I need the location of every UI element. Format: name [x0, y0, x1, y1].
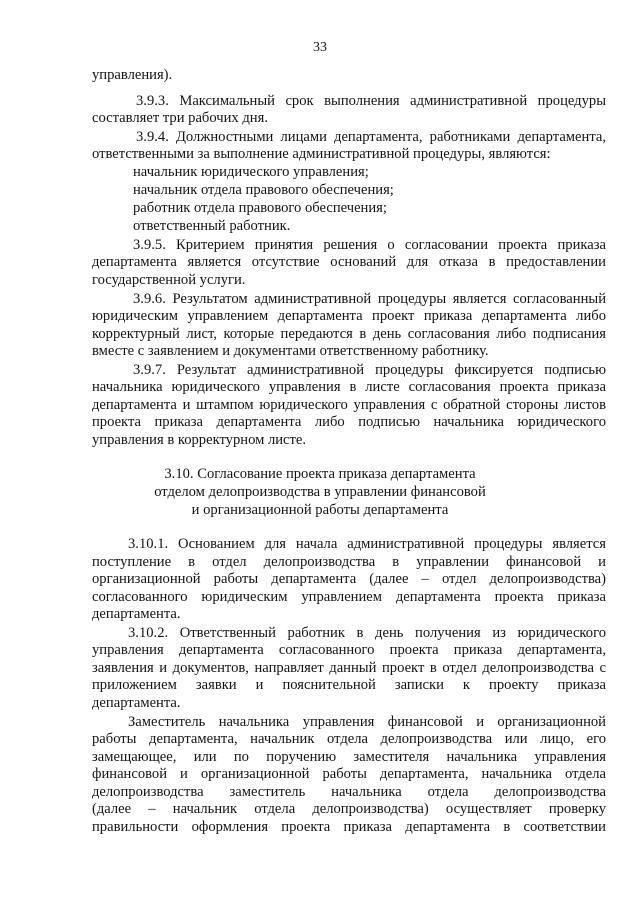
- list-item: начальник юридического управления;: [133, 164, 369, 180]
- section-heading-line: и организационной работы департамента: [191, 502, 449, 518]
- text-line: ответственными за выполнение административной процедуры, являются:: [92, 146, 551, 162]
- text-line: 3.9.4. Должностными лицами департамента, работниками департамента,: [136, 129, 606, 145]
- text-line: вместе с заявлением и документами ответственному работнику.: [92, 343, 489, 359]
- text-line: государственной услуги.: [92, 272, 246, 288]
- text-line: 3.9.6. Результатом административной процедуры является согласованный: [133, 291, 606, 307]
- text-line: 3.10.2. Ответственный работник в день получения из юридического: [128, 625, 606, 641]
- text-line: заявления и документов, направляет данный проект в отдел делопроизводства с: [92, 660, 606, 676]
- list-item: работник отдела правового обеспечения;: [133, 200, 387, 216]
- text-line: 3.9.5. Критерием принятия решения о согласовании проекта приказа: [133, 237, 606, 253]
- text-line: поступление в отдел делопроизводства в управлении финансовой и: [92, 554, 606, 570]
- list-item: начальник отдела правового обеспечения;: [133, 182, 394, 198]
- text-line: корректурный лист, которые передаются в день согласования либо подписания: [92, 326, 606, 342]
- text-line: юридическим управлением департамента проект приказа департамента либо: [92, 308, 606, 324]
- text-line: замещающее, или по поручению заместителя начальника управления: [92, 749, 606, 765]
- text-line: департамента и штампом юридического управления с обратной стороны листов: [92, 397, 606, 413]
- section-heading-line: отделом делопроизводства в управлении финансовой: [154, 484, 486, 500]
- page-number: 33: [313, 40, 327, 55]
- text-line: департамента.: [92, 606, 181, 622]
- text-line: делопроизводства заместитель начальника отдела делопроизводства: [92, 784, 606, 800]
- text-line: согласованного юридическим управлением департамента проекта приказа: [92, 589, 606, 605]
- text-line: департамента является отсутствие оснований для отказа в предоставлении: [92, 254, 606, 270]
- text-line: составляет три рабочих дня.: [92, 110, 268, 126]
- text-line: управления департамента согласованного проекта приказа департамента,: [92, 642, 606, 658]
- text-line: финансовой и организационной работы департамента, начальника отдела: [92, 766, 606, 782]
- text-line: проекта приказа департамента либо подписью начальника юридического: [92, 414, 606, 430]
- text-line: организационной работы департамента (далее – отдел делопроизводства): [92, 571, 606, 587]
- text-line: 3.9.3. Максимальный срок выполнения административной процедуры: [136, 93, 606, 109]
- text-line: работы департамента, начальник отдела делопроизводства или лицо, его: [92, 731, 606, 747]
- text-line: 3.9.7. Результат административной процедуры фиксируется подписью: [133, 362, 606, 378]
- text-line: 3.10.1. Основанием для начала административной процедуры является: [128, 536, 606, 552]
- text-line: приложением заявки и пояснительной записки к проекту приказа: [92, 677, 606, 693]
- text-line: департамента.: [92, 695, 181, 711]
- text-line: управления).: [92, 67, 173, 83]
- text-line: (далее – начальник отдела делопроизводства) осуществляет проверку: [92, 801, 606, 817]
- text-line: управления в корректурном листе.: [92, 432, 307, 448]
- text-line: правильности оформления проекта приказа департамента в соответствии: [92, 819, 606, 835]
- text-line: начальника юридического управления в листе согласования проекта приказа: [92, 379, 606, 395]
- list-item: ответственный работник.: [133, 218, 291, 234]
- section-heading-line: 3.10. Согласование проекта приказа департамента: [164, 466, 476, 482]
- text-line: Заместитель начальника управления финансовой и организационной: [128, 714, 606, 730]
